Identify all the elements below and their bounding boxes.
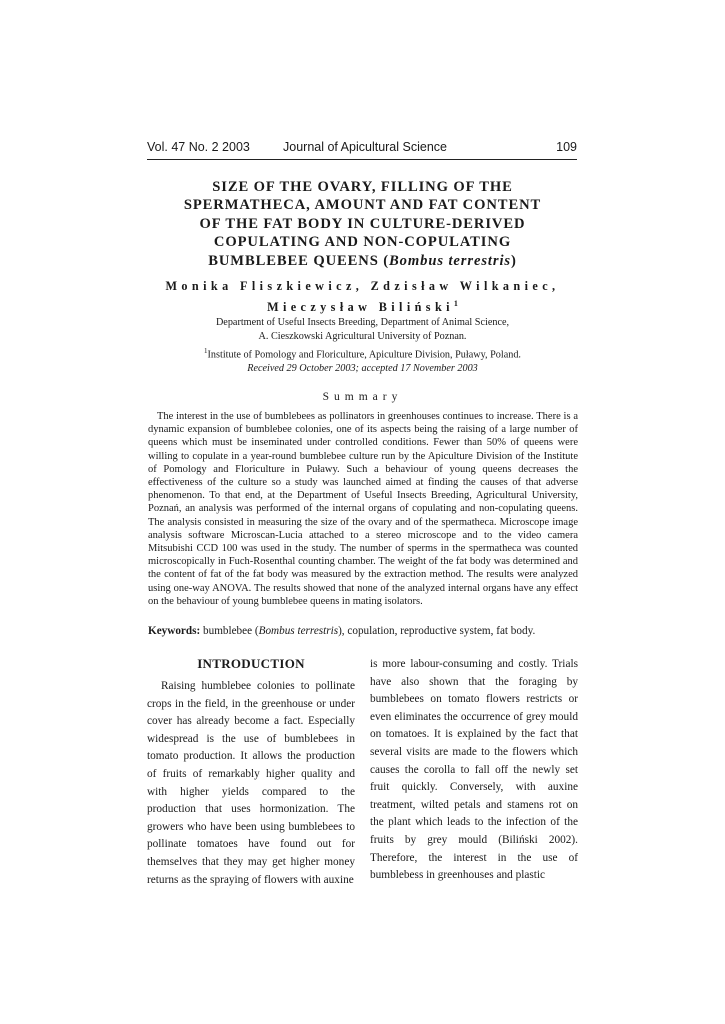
keywords-species: Bombus terrestris <box>258 625 339 637</box>
affiliation-marker: 1 <box>204 347 208 355</box>
title-text: BUMBLEBEE QUEENS ( <box>208 252 390 269</box>
title-line: COPULATING AND NON-COPULATING <box>213 234 512 251</box>
title-line: SIZE OF THE OVARY, FILLING OF THE <box>212 179 513 195</box>
keywords-label: Keywords: <box>148 625 201 637</box>
keywords-text: bumblebee ( <box>200 625 259 637</box>
affiliation-marker: 1 <box>453 299 458 308</box>
summary-text: The interest in the use of bumblebees as pollinators in greenhouses continues to increase. There is a dynamic expansion of bumblebee colonies, one of its aspects being the raising of a large number of queens which must be inseminated under controlled conditions. Fewer than 50% of queens were willing to copulate in a year-round bumblebee culture run by the Apiculture Division of the Institute of Pomology and Floriculture in Puławy. Such a behaviour of young queens decreases the effectiveness of the culture so a study was launched aimed at finding the causes of that adverse phenomenon. To that end, at the Department of Useful Insects Breeding, Agricultural University, Poznań, an analysis was performed of the internal organs of copulating and non-copulating queens. The analysis consisted in measuring the size of the ovary and of the spermatheca. Microscope image analysis software Microscan-Lucia attached to a stereo microscope and to the video camera Mitsubishi CCD 100 was used in the study. The number of sperms in the spermatheca was counted microscopically in Fuch-Rosenthal counting chamber. The weight of the fat body was determined and the content of fat of the fat body was measured by the extraction method. The results were analyzed using one-way ANOVA. The results showed that none of the analyzed internal organs have any effect on the behaviour of young bumblebee queens in mating isolators. <box>148 411 578 607</box>
introduction-paragraph: Raising humblebee colonies to pollinate crops in the field, in the greenhouse or under cover has already become a fact. Especially widespread is the use of bumblebees in tomato production. It allows the production of fruits of remarkably higher quality and with higher yields compared to the production that uses hormonization. The growers who have been using bumblebees to pollinate tomatoes have found out for themselves that they may get higher money returns as the spraying of flowers with auxine <box>147 680 355 886</box>
affiliation-line: A. Cieszkowski Agricultural University of Poznan. <box>258 331 467 342</box>
author-line: Monika Fliszkiewicz, Zdzisław Wilkaniec, <box>165 279 560 293</box>
paper-title <box>150 178 575 270</box>
introduction-paragraph-continued: is more labour-consuming and costly. Trials have also shown that the foraging by bumblebees on tomato flowers restricts or even eliminates the occurrence of grey mould on tomatoes. It is explained by the fact that several visits are made to the flowers which causes the corolla to fall off the newly set fruit quickly. Conversely, with auxine treatment, wilted petals and stamens rot on the plant which leads to the infection of the fruits by grey mould (Biliński 2002). Therefore, the interest in the use of bumblebess in greenhouses and plastic <box>370 658 578 882</box>
title-line <box>150 252 575 270</box>
page-number: 109 <box>556 140 577 154</box>
journal-name: Journal of Apicultural Science <box>283 140 447 154</box>
keywords <box>148 625 578 637</box>
volume-issue: Vol. 47 No. 2 2003 <box>147 140 250 154</box>
affiliation-line <box>150 344 575 362</box>
right-column <box>370 656 578 885</box>
author-name: Mieczysław Biliński <box>267 300 454 315</box>
running-header <box>147 139 577 160</box>
left-column <box>147 656 355 889</box>
keywords-text: ), copulation, reproductive system, fat body. <box>338 625 536 637</box>
received-dates: Received 29 October 2003; accepted 17 November 2003 <box>247 363 478 374</box>
author-line <box>150 295 575 316</box>
title-text: ) <box>511 252 517 269</box>
title-line: OF THE FAT BODY IN CULTURE-DERIVED <box>199 215 526 232</box>
affiliation-line: Department of Useful Insects Breeding, Department of Animal Science, <box>215 317 510 328</box>
title-species: Bombus terrestris <box>389 252 511 269</box>
affiliations <box>150 316 575 362</box>
section-heading-introduction: INTRODUCTION <box>197 656 305 671</box>
affiliation-text: Institute of Pomology and Floriculture, Apiculture Division, Puławy, Poland. <box>207 349 521 361</box>
title-line: SPERMATHECA, AMOUNT AND FAT CONTENT <box>183 197 542 214</box>
author-list <box>150 277 575 316</box>
summary-heading: Summary <box>322 391 403 403</box>
